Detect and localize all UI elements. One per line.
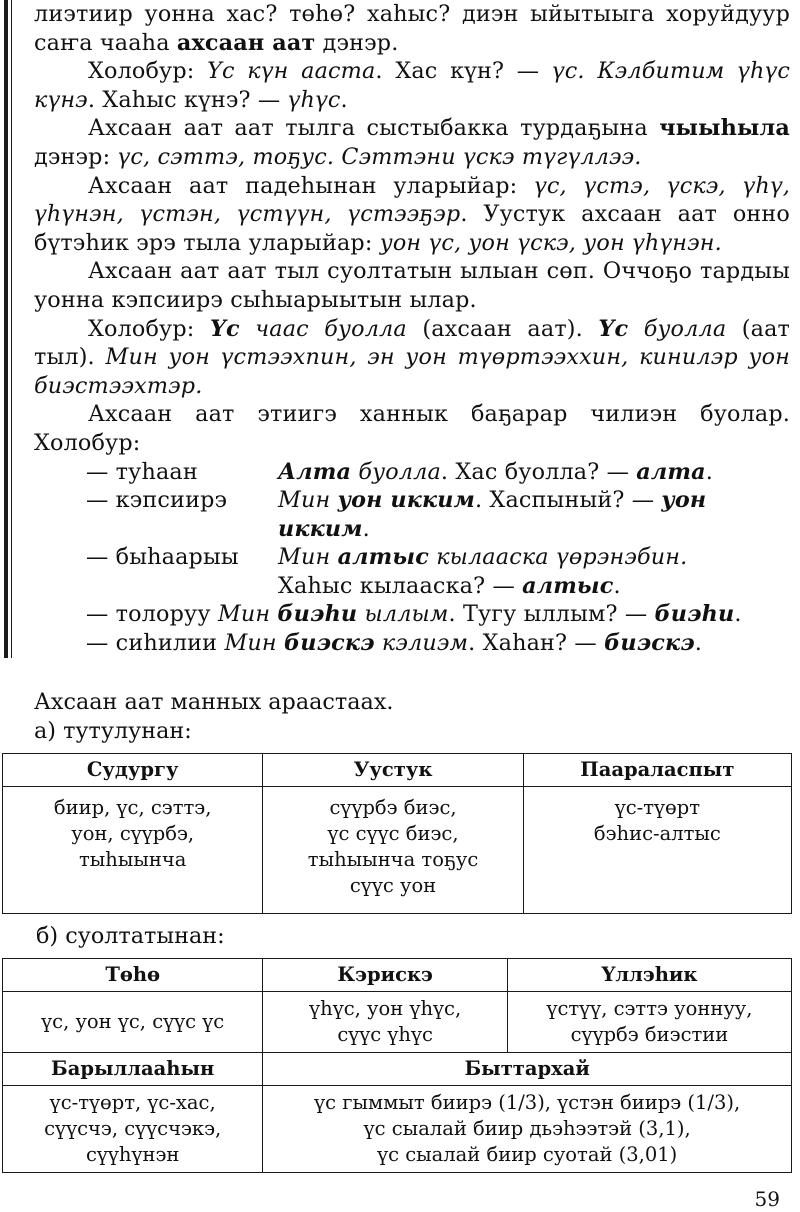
p6-a: Холобур: (88, 315, 210, 342)
column-header: Судургу (3, 754, 263, 787)
cell-line: үс сыалай биир суотай (3,01) (377, 1143, 678, 1166)
ex1-e: . (362, 515, 370, 542)
ex1-d: уон икким (278, 487, 707, 542)
example-subject (34, 458, 790, 487)
ex0-d: алта (636, 458, 706, 485)
ex2-e: алтыс (522, 572, 614, 599)
cell-line: үс гыммыт биирэ (1/3), үстэн биирэ (1/3), (314, 1091, 741, 1114)
paragraph-6 (34, 315, 790, 401)
ex4-f: . (694, 630, 702, 657)
p4-d: уон үс, уон үскэ, уон үһүнэн. (379, 229, 722, 256)
ex1-b: уон икким (337, 487, 475, 514)
p2-e: . Хаһыс күнэ? — (87, 86, 288, 113)
example-content (278, 486, 790, 543)
p3-c: үс, сэттэ, тоҕус. Сэттэни үскэ түгүллээ. (117, 143, 642, 170)
cell-line: үс сыалай биир дьэһээтэй (3,1), (363, 1117, 691, 1140)
p4-a: Ахсаан аат падеһынан уларыйар: (88, 172, 535, 199)
p2-c: . Хас күн? — (375, 58, 552, 85)
cell-line: үстүү, сэттэ уоннуу, (546, 997, 753, 1020)
ex4-a: Мин (224, 630, 285, 657)
paragraph-3 (34, 114, 790, 171)
example-label: — сиһилии (86, 630, 225, 657)
ex3-b: биэһи (277, 601, 358, 628)
example-attribute (34, 543, 790, 600)
ex1-a: Мин (278, 487, 338, 514)
p6-c: чаас буолла (239, 315, 407, 342)
column-header: Үллэһик (507, 959, 791, 992)
ex4-c: кэлиэм (374, 630, 469, 657)
cell-line: сүүрбэ биэс, (329, 796, 457, 819)
p6-e: Үс (598, 315, 629, 342)
ex2-f: . (613, 572, 621, 599)
example-object (34, 600, 790, 629)
p2-d: үс. Кэлбитим үһүс күнэ (34, 58, 791, 113)
table-header-row (3, 959, 792, 992)
ex0-e: . (705, 458, 713, 485)
p6-h: Мин уон үстээхпин, эн уон түөртээххин, кинилэр уон биэстээхтэр. (34, 344, 790, 399)
column-header: Быттархай (263, 1053, 792, 1086)
section-intro (34, 688, 393, 745)
paragraph-2 (34, 57, 790, 114)
paragraph-4 (34, 172, 790, 258)
cell-line: сүүсчэ, сүүсчэкэ, (44, 1117, 222, 1140)
example-content (278, 458, 790, 487)
table-cell (3, 992, 263, 1053)
paragraph-7: Ахсаан аат этиигэ ханнык баҕарар чилиэн буолар. Холобур: (34, 401, 790, 456)
table-cell (507, 992, 791, 1053)
example-label: — кэпсиирэ (86, 487, 228, 514)
cell-line: үс, уон үс, сүүс үс (41, 1010, 225, 1033)
rule-box (34, 0, 790, 658)
p2-f: үһүс (287, 86, 341, 113)
p2-a: Холобур: (88, 58, 208, 85)
ex2-a: Мин (278, 544, 338, 571)
ex3-f: . (734, 601, 742, 628)
meaning-table (2, 958, 792, 1173)
ex2-d: Хаһыс кылааска? — (278, 572, 523, 599)
cell-line: сүүрбэ биэстии (570, 1023, 729, 1046)
ex2-c: кылааска үөрэнэбин. (428, 544, 688, 571)
p6-d: (ахсаан аат). (406, 315, 599, 342)
column-header: Төһө (3, 959, 263, 992)
ex3-c: ыллым (357, 601, 449, 628)
cell-line: уон, сүүрбэ, (71, 822, 195, 845)
cell-line: үс сүүс биэс, (327, 822, 459, 845)
cell-line: үһүс, уон үһүс, (309, 997, 462, 1020)
p4-c: . Уустук ахсаан аат онно бүтэһик эрэ тыла уларыйар: (34, 201, 790, 256)
ex2-b: алтыс (337, 544, 429, 571)
cell-line: сүүс уон (349, 874, 437, 897)
table-row (3, 992, 792, 1053)
cell-line: сүүс үһүс (337, 1023, 433, 1046)
example-label: — туһаан (86, 458, 198, 485)
margin-rule-thick (4, 0, 8, 658)
ex3-d: . Тугу ыллым? — (448, 601, 655, 628)
ex3-e: биэһи (654, 601, 735, 628)
p1-end: дэнэр. (315, 29, 399, 56)
p1-term: ахсаан аат (176, 29, 316, 56)
table-row (3, 1086, 792, 1173)
p4-b: үс, үстэ, үскэ, үһү, үһүнэн, үстэн, үстүүн, үстээҕэр (34, 172, 790, 228)
ex4-b: биэскэ (284, 630, 375, 657)
ex3-a: Мин (217, 601, 278, 628)
p3-a: Ахсаан аат аат тылга сыстыбакка турдаҕына (88, 115, 660, 142)
table-cell (3, 1086, 263, 1173)
page-number: 59 (754, 1187, 780, 1211)
table-cell (3, 787, 263, 914)
cell-line: тыһыынча тоҕус (307, 848, 479, 871)
section-heading: Ахсаан аат манных араастаах. (34, 689, 394, 715)
column-header: Уустук (263, 754, 523, 787)
table-cell (523, 787, 791, 914)
p6-b: Үс (209, 315, 240, 342)
example-content (278, 543, 790, 600)
subheading-b: б) суолтатынан: (36, 923, 225, 949)
p3-b: дэнэр: (34, 143, 118, 170)
p6-f: буолла (628, 315, 727, 342)
p2-b: Үс күн ааста (207, 58, 376, 85)
table-header-row (3, 754, 792, 787)
ex4-d: . Хаһан? — (468, 630, 605, 657)
column-header: Барыллааһын (3, 1053, 263, 1086)
ex0-b: буолла (351, 458, 441, 485)
p2-g: . (340, 86, 348, 113)
example-predicate (34, 486, 790, 543)
subheading-a: а) тутулунан: (34, 717, 192, 744)
ex4-e: биэскэ (604, 630, 695, 657)
structure-table (2, 753, 792, 914)
ex1-c: . Хаспыный? — (474, 487, 662, 514)
table-row (3, 787, 792, 914)
ex0-c: . Хас буолла? — (440, 458, 637, 485)
cell-line: сүүһүнэн (85, 1143, 180, 1166)
margin-rule-thin (11, 0, 12, 658)
cell-line: үс-түөрт, үс-хас, (49, 1091, 216, 1114)
cell-line: тыһыынча (78, 848, 187, 871)
table-cell (263, 1086, 792, 1173)
column-header: Паараласпыт (523, 754, 791, 787)
table-cell (263, 787, 523, 914)
example-label: — быһаарыы (86, 544, 239, 571)
p3-term: чыыһыла (659, 115, 790, 142)
cell-line: үс-түөрт (614, 796, 701, 819)
ex0-a: Алта (278, 458, 352, 485)
cell-line: бэһис-алтыс (593, 822, 721, 845)
example-adverbial (34, 629, 790, 658)
example-label: — толоруу (86, 601, 218, 628)
column-header: Кэрискэ (263, 959, 508, 992)
p1-text: лиэтиир уонна хас? төһө? хаһыс? диэн ыйытыыга хоруйдуур саҥа чааһа (34, 1, 790, 56)
table-header-row (3, 1053, 792, 1086)
paragraph-5: Ахсаан аат аат тыл суолтатын ылыан сөп. Оччоҕо тардыы уонна кэпсиирэ сыһыарыытын ылар. (34, 258, 790, 313)
cell-line: биир, үс, сэттэ, (53, 796, 212, 819)
paragraph-1 (34, 0, 790, 57)
table-cell (263, 992, 508, 1053)
p6-g: (аат тыл). (34, 315, 791, 371)
